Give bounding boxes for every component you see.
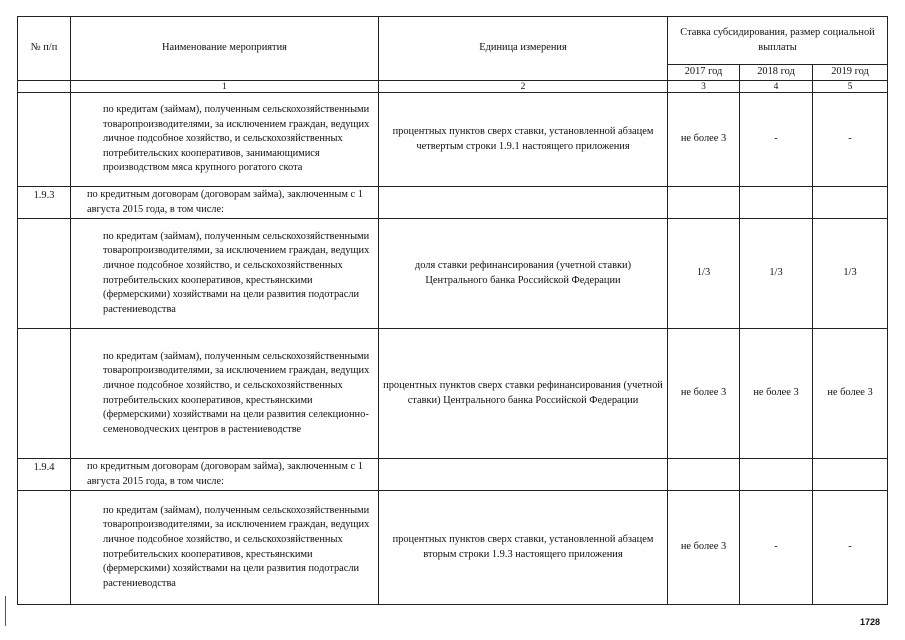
row-name: по кредитам (займам), полученным сельскохозяйственными товаропроизводителями, за исключением граждан, ведущих личное подсобное хозяйство, и сельскохозяйственных потребительских кооперативов, занимающимися производством мяса крупного рогатого скота [71,93,379,187]
row-unit [379,187,668,219]
subsidy-rates-table [17,16,888,605]
scan-edge-line [5,596,6,626]
row-rate-2018 [740,187,813,219]
table-row [18,187,888,219]
row-unit: процентных пунктов сверх ставки рефинансирования (учетной ставки) Центрального банка Российской Федерации [379,329,668,459]
row-rate-2017: не более 3 [668,329,740,459]
row-name: по кредитным договорам (договорам займа), заключенным с 1 августа 2015 года, в том числе: [71,459,379,491]
row-rate-2019: не более 3 [813,329,888,459]
column-number-2: 2 [379,81,668,93]
row-unit: доля ставки рефинансирования (учетной ставки) Центрального банка Российской Федерации [379,219,668,329]
row-rate-2017 [668,187,740,219]
row-name: по кредитным договорам (договорам займа), заключенным с 1 августа 2015 года, в том числе: [71,187,379,219]
header-rate: Ставка субсидирования, размер социальной выплаты [668,17,888,65]
row-rate-2019: - [813,93,888,187]
row-rate-2018 [740,459,813,491]
row-name: по кредитам (займам), полученным сельскохозяйственными товаропроизводителями, за исключением граждан, ведущих личное подсобное хозяйство, и сельскохозяйственных потребительских кооперативов, крестьянскими (фермерскими) хозяйствами на цели развития подотрасли растениеводства [71,219,379,329]
row-rate-2017: не более 3 [668,491,740,605]
header-year-2019: 2019 год [813,65,888,81]
row-num [18,329,71,459]
table-row [18,93,888,187]
column-number-4: 4 [740,81,813,93]
row-rate-2018: - [740,491,813,605]
table-row [18,219,888,329]
row-unit: процентных пунктов сверх ставки, установленной абзацем четвертым строки 1.9.1 настоящего приложения [379,93,668,187]
column-number-cell [18,81,71,93]
row-rate-2017 [668,459,740,491]
header-year-2018: 2018 год [740,65,813,81]
row-num [18,491,71,605]
row-rate-2018: - [740,93,813,187]
row-rate-2018: 1/3 [740,219,813,329]
row-rate-2019 [813,187,888,219]
row-num [18,93,71,187]
row-rate-2019 [813,459,888,491]
header-unit: Единица измерения [379,17,668,81]
column-number-1: 1 [71,81,379,93]
row-name: по кредитам (займам), полученным сельскохозяйственными товаропроизводителями, за исключением граждан, ведущих личное подсобное хозяйство, и сельскохозяйственных потребительских кооперативов, крестьянскими (фермерскими) хозяйствами на цели развития подотрасли растениеводства [71,491,379,605]
table-row [18,329,888,459]
row-rate-2018: не более 3 [740,329,813,459]
row-num: 1.9.4 [18,459,71,491]
table-row [18,491,888,605]
row-rate-2019: 1/3 [813,219,888,329]
row-name: по кредитам (займам), полученным сельскохозяйственными товаропроизводителями, за исключением граждан, ведущих личное подсобное хозяйство, и сельскохозяйственных потребительских кооперативов, крестьянскими (фермерскими) хозяйствами на цели развития селекционно-семеноводческих центров в растениеводстве [71,329,379,459]
table-row [18,459,888,491]
row-rate-2017: не более 3 [668,93,740,187]
header-name: Наименование мероприятия [71,17,379,81]
column-number-3: 3 [668,81,740,93]
row-unit: процентных пунктов сверх ставки, установленной абзацем вторым строки 1.9.3 настоящего приложения [379,491,668,605]
row-rate-2019: - [813,491,888,605]
row-num [18,219,71,329]
row-num: 1.9.3 [18,187,71,219]
row-rate-2017: 1/3 [668,219,740,329]
column-number-5: 5 [813,81,888,93]
header-year-2017: 2017 год [668,65,740,81]
header-num: № п/п [18,17,71,81]
row-unit [379,459,668,491]
page-number: 1728 [860,617,881,627]
